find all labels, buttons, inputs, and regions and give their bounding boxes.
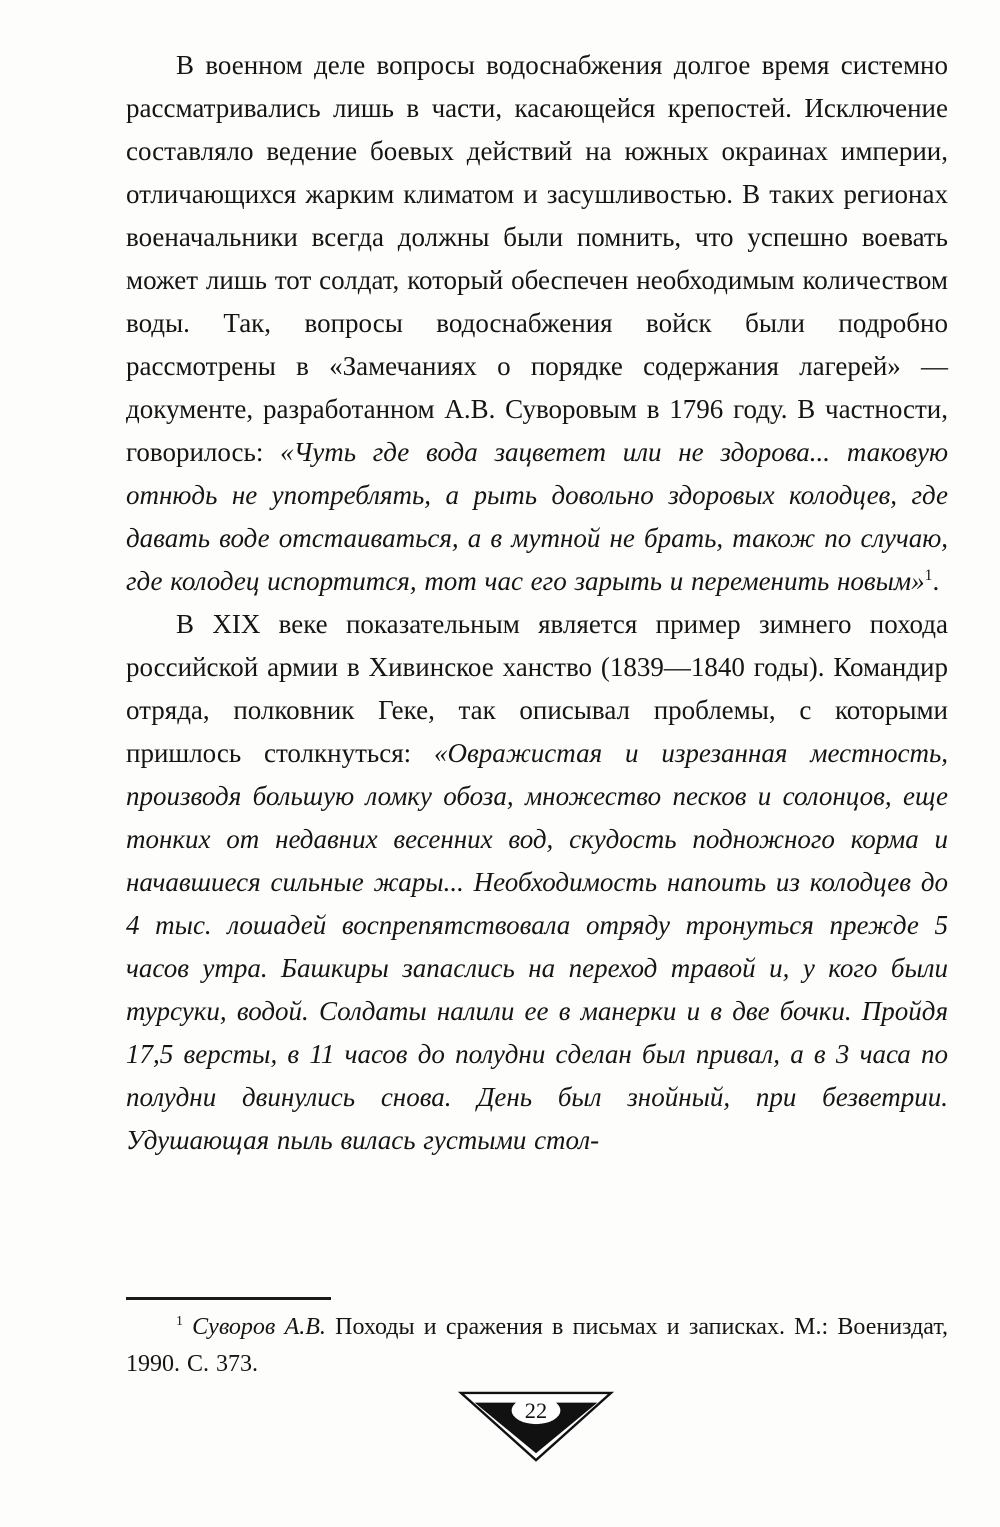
paragraph-khiva-campaign	[126, 603, 948, 1162]
footnote-reference-marker: 1	[924, 567, 933, 584]
paragraph-1-tail-text: .	[932, 566, 940, 596]
page-body	[126, 44, 948, 1162]
paragraph-2-lead-text: В XIX веке показательным является пример зимнего похода российской армии в Хивинское ханство (1839—1840 годы). Командир отряда, полковник Геке, так описывал проблемы, с которыми пришлось столкнуться:	[126, 609, 948, 768]
footnote-divider-rule	[126, 1297, 331, 1300]
footnote-author-text: Суворов А.В.	[182, 1314, 326, 1340]
triangle-ornament-graphic	[458, 1390, 614, 1464]
footnote-source-text: Походы и сражения в письмах и записках. М.: Воениздат, 1990. С. 373.	[126, 1314, 949, 1377]
page-number-ornament	[458, 1390, 614, 1464]
footnote-section	[126, 1297, 948, 1383]
footnote-citation	[126, 1309, 948, 1383]
paragraph-1-lead-text: В военном деле вопросы водоснабжения долгое время системно рассматривались лишь в части, касающейся крепостей. Исключение составляло ведение боевых действий на южных окраинах империи, отличающихся жарким климатом и засушливостью. В таких регионах военачальники всегда должны были помнить, что успешно воевать может лишь тот солдат, который обеспечен необходимым количеством воды. Так, вопросы водоснабжения войск были подробно рассмотрены в «Замечаниях о порядке содержания лагерей» — документе, разработанном А.В. Суворовым в 1796 году. В частности, говорилось:	[126, 50, 948, 467]
footnote-number: 1	[176, 1314, 183, 1329]
suvorov-quote-text: «Чуть где вода зацветет или не здорова... таковую отнюдь не употреблять, а рыть довольно здоровых колодцев, где давать воде отстаиваться, а в мутной не брать, також по случаю, где колодец испортится, тот час его зарыть и переменить новым»	[126, 437, 948, 596]
page-number: 22	[524, 1398, 548, 1424]
geke-quote-text: «Овражистая и изрезанная местность, производя большую ломку обоза, множество песков и солонцов, еще тонких от недавних весенних вод, скудость подножного корма и начавшиеся сильные жары... Необходимость напоить из колодцев до 4 тыс. лошадей воспрепятствовала отряду тронуться прежде 5 часов утра. Башкиры запаслись на переход травой и, у кого были турсуки, водой. Солдаты налили ее в манерки и в две бочки. Пройдя 17,5 версты, в 11 часов до полудни сделан был привал, а в 3 часа по полудни двинулись снова. День был знойный, при безветрии. Удушающая пыль вилась густыми стол-	[126, 738, 948, 1155]
paragraph-water-supply-history	[126, 44, 948, 603]
